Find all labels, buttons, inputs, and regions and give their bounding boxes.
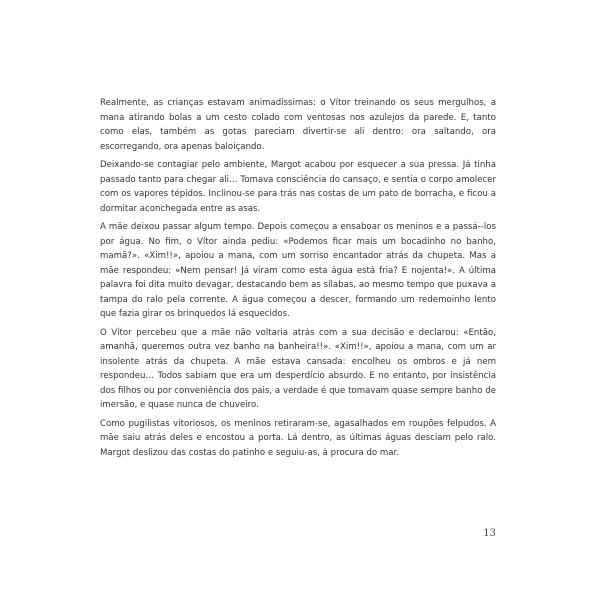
paragraph-2: Deixando-se contagiar pelo ambiente, Margot acabou por esquecer a sua pressa. Já tinha passado tanto para chegar ali… Tomava consciência do cansaço, e sentia o corpo amolecer com os vapores tépidos. Inclinou-se para trás nas costas de um pato de borracha, e ficou a dormitar aconchegada entre as asas. <box>100 160 496 214</box>
body-text <box>100 96 496 464</box>
paragraph-3: A mãe deixou passar algum tempo. Depois começou a ensaboar os meninos e a passá--los por água. No fim, o Vítor ainda pediu: «Podemos ficar mais um bocadinho no banho, mamã?». «Xim!!», apoiou a mana, com um sorriso encantador atrás da chupeta. Mas a mãe respondeu: «Nem pensar! Já viram como esta água está fria? E nojenta!». A última palavra foi dita muito devagar, destacando bem as sílabas, ao mesmo tempo que puxava a tampa do ralo pela corrente. A água começou a descer, formando um redemoinho lento que fazia girar os brinquedos lá esquecidos. <box>100 222 496 319</box>
paragraph-1: Realmente, as crianças estavam animadíssimas: o Vítor treinando os seus mergulhos, a mana atirando bolas a um cesto colado com ventosas nos azulejos da parede. E, tanto como elas, também as gotas pareciam divertir-se ali dentro: ora saltando, ora escorregando, ora apenas baloiçando. <box>100 98 496 152</box>
page-number: 13 <box>483 528 496 539</box>
paragraph-4: O Vítor percebeu que a mãe não voltaria atrás com a sua decisão e declarou: «Então, amanhã, queremos outra vez banho na banheira!!». «Xim!!», apoiou a mana, com um ar insolente atrás da chupeta. A mãe estava cansada: encolheu os ombros e já nem respondeu… Todos sabiam que era um desperdício absurdo. E no entanto, por insistência dos filhos ou por conveniência dos pais, a verdade é que tomavam quase sempre banho de imersão, e quase nunca de chuveiro. <box>100 327 496 410</box>
paragraph-5: Como pugilistas vitoriosos, os meninos retiraram-se, agasalhados em roupões felpudos. A mãe saiu atrás deles e encostou a porta. Lá dentro, as últimas águas desciam pelo ralo. Margot deslizou das costas do patinho e seguiu-as, à procura do mar. <box>100 418 496 458</box>
